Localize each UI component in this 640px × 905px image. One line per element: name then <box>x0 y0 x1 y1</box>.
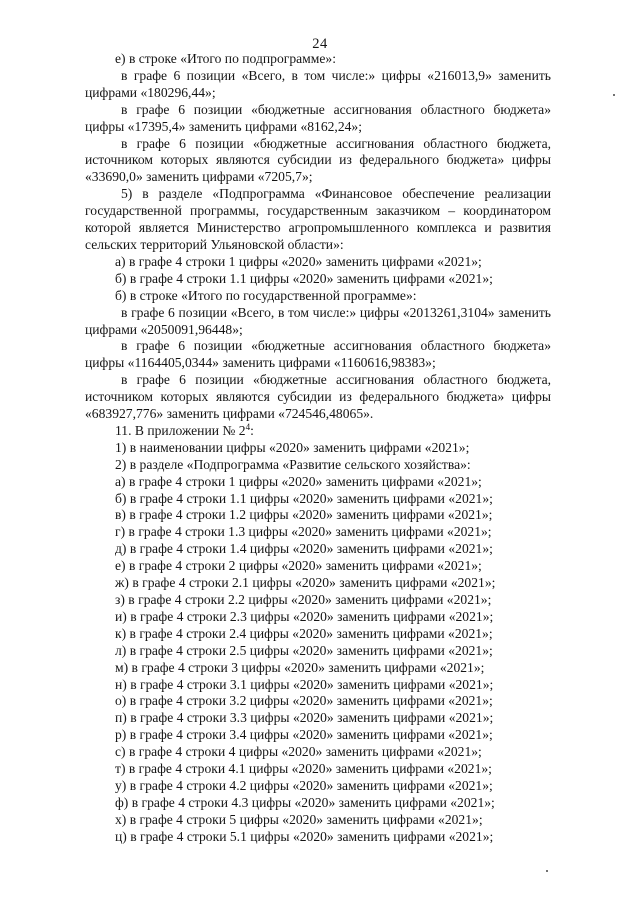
text-line <box>85 85 551 102</box>
text-line <box>85 541 551 558</box>
text-line <box>85 322 551 339</box>
line-text: о) в графе 4 строки 3.2 цифры «2020» заменить цифрами «2021»; <box>115 693 493 709</box>
line-text: б) в графе 4 строки 1.1 цифры «2020» заменить цифрами «2021»; <box>115 270 493 286</box>
line-text: р) в графе 4 строки 3.4 цифры «2020» заменить цифрами «2021»; <box>115 727 493 743</box>
text-line <box>85 372 551 389</box>
line-text: л) в графе 4 строки 2.5 цифры «2020» заменить цифрами «2021»; <box>115 642 493 658</box>
line-text: сельских территорий Ульяновской области»: <box>85 236 344 252</box>
line-text: в графе 6 позиции «Всего, в том числе:» цифры «2013261,3104» заменить <box>121 304 551 320</box>
text-line <box>85 558 551 575</box>
text-line <box>85 524 551 541</box>
page-number: 24 <box>312 36 328 52</box>
line-text: источником которых являются субсидии из федерального бюджета» цифры <box>85 152 551 168</box>
text-line <box>85 68 551 85</box>
line-text: 2) в разделе «Подпрограмма «Развитие сельского хозяйства»: <box>115 456 471 472</box>
line-text: в графе 6 позиции «Всего, в том числе:» цифры «216013,9» заменить <box>121 67 551 83</box>
text-line <box>85 51 551 68</box>
line-text: цифрами «180296,44»; <box>85 84 216 100</box>
line-text: 11. В приложении № 2 <box>115 422 246 438</box>
text-line <box>85 812 551 829</box>
line-text: ф) в графе 4 строки 4.3 цифры «2020» заменить цифрами «2021»; <box>115 794 495 810</box>
text-line <box>85 220 551 237</box>
line-text: г) в графе 4 строки 1.3 цифры «2020» заменить цифрами «2021»; <box>115 524 492 540</box>
line-text: б) в строке «Итого по государственной программе»: <box>115 287 417 303</box>
line-text: з) в графе 4 строки 2.2 цифры «2020» заменить цифрами «2021»; <box>115 592 492 607</box>
text-line <box>85 338 551 355</box>
text-line <box>85 575 551 592</box>
text-line <box>85 626 551 643</box>
line-text: к) в графе 4 строки 2.4 цифры «2020» заменить цифрами «2021»; <box>115 625 493 641</box>
text-line <box>85 389 551 406</box>
text-line <box>85 778 551 795</box>
line-text: «683927,776» заменить цифрами «724546,48065». <box>85 406 374 422</box>
text-line <box>85 136 551 153</box>
scan-speck <box>546 870 548 872</box>
line-text: х) в графе 4 строки 5 цифры «2020» заменить цифрами «2021»; <box>115 811 483 827</box>
text-line <box>85 474 551 491</box>
line-text: т) в графе 4 строки 4.1 цифры «2020» заменить цифрами «2021»; <box>115 761 492 777</box>
line-text: ж) в графе 4 строки 2.1 цифры «2020» заменить цифрами «2021»; <box>115 575 496 591</box>
text-line <box>85 355 551 372</box>
line-text: е) в графе 4 строки 2 цифры «2020» заменить цифрами «2021»; <box>115 558 482 574</box>
line-text: 5) в разделе «Подпрограмма «Финансовое обеспечение реализации <box>121 186 551 202</box>
text-line <box>85 440 551 457</box>
line-text: в графе 6 позиции «бюджетные ассигнования областного бюджета, <box>121 135 551 151</box>
line-text: цифры «17395,4» заменить цифрами «8162,24»; <box>85 118 362 134</box>
text-line <box>85 254 551 271</box>
text-line <box>85 237 551 254</box>
text-line <box>85 169 551 186</box>
line-text: которой является Министерство агропромышленного комплекса и развития <box>85 220 551 236</box>
text-line <box>85 491 551 508</box>
line-text: ц) в графе 4 строки 5.1 цифры «2020» заменить цифрами «2021»; <box>115 828 494 844</box>
line-text: е) в строке «Итого по подпрограмме»: <box>115 51 336 66</box>
text-line <box>85 102 551 119</box>
text-line <box>85 423 551 440</box>
text-line <box>85 795 551 812</box>
text-line <box>85 119 551 136</box>
line-text: цифры «1164405,0344» заменить цифрами «1160616,98383»; <box>85 355 436 371</box>
line-text: в графе 6 позиции «бюджетные ассигнования областного бюджета» <box>121 338 551 354</box>
text-line <box>85 677 551 694</box>
line-text: источником которых являются субсидии из федерального бюджета» цифры <box>85 389 551 405</box>
text-line <box>85 203 551 220</box>
superscript: 4 <box>245 421 251 432</box>
line-text: а) в графе 4 строки 1 цифры «2020» заменить цифрами «2021»; <box>115 473 482 489</box>
text-line <box>85 693 551 710</box>
text-line <box>85 186 551 203</box>
text-line <box>85 710 551 727</box>
line-text: а) в графе 4 строки 1 цифры «2020» заменить цифрами «2021»; <box>115 253 482 269</box>
line-text: п) в графе 4 строки 3.3 цифры «2020» заменить цифрами «2021»; <box>115 710 494 726</box>
text-line <box>85 744 551 761</box>
text-line <box>85 643 551 660</box>
line-text: в) в графе 4 строки 1.2 цифры «2020» заменить цифрами «2021»; <box>115 507 493 523</box>
scan-speck <box>613 94 615 96</box>
line-text: государственной программы, государственным заказчиком – координатором <box>85 203 551 219</box>
document-body <box>85 51 551 846</box>
text-line <box>85 829 551 846</box>
text-line <box>85 507 551 524</box>
line-text: цифрами «2050091,96448»; <box>85 321 243 337</box>
text-line <box>85 152 551 169</box>
text-line <box>85 457 551 474</box>
line-text: и) в графе 4 строки 2.3 цифры «2020» заменить цифрами «2021»; <box>115 608 494 624</box>
text-line <box>85 761 551 778</box>
line-text: «33690,0» заменить цифрами «7205,7»; <box>85 169 313 185</box>
line-text: м) в графе 4 строки 3 цифры «2020» заменить цифрами «2021»; <box>115 659 485 675</box>
line-text: в графе 6 позиции «бюджетные ассигнования областного бюджета, <box>121 372 551 388</box>
text-line <box>85 609 551 626</box>
line-text: 1) в наименовании цифры «2020» заменить цифрами «2021»; <box>115 439 470 455</box>
text-line <box>85 727 551 744</box>
line-text: с) в графе 4 строки 4 цифры «2020» заменить цифрами «2021»; <box>115 744 482 760</box>
line-text-suffix: : <box>250 422 254 438</box>
text-line <box>85 271 551 288</box>
text-line <box>85 660 551 677</box>
text-line <box>85 288 551 305</box>
line-text: у) в графе 4 строки 4.2 цифры «2020» заменить цифрами «2021»; <box>115 777 493 793</box>
text-line <box>85 592 551 609</box>
text-line <box>85 406 551 423</box>
line-text: д) в графе 4 строки 1.4 цифры «2020» заменить цифрами «2021»; <box>115 541 493 557</box>
line-text: н) в графе 4 строки 3.1 цифры «2020» заменить цифрами «2021»; <box>115 676 494 692</box>
line-text: б) в графе 4 строки 1.1 цифры «2020» заменить цифрами «2021»; <box>115 490 493 506</box>
line-text: в графе 6 позиции «бюджетные ассигнования областного бюджета» <box>121 101 551 117</box>
text-line <box>85 305 551 322</box>
